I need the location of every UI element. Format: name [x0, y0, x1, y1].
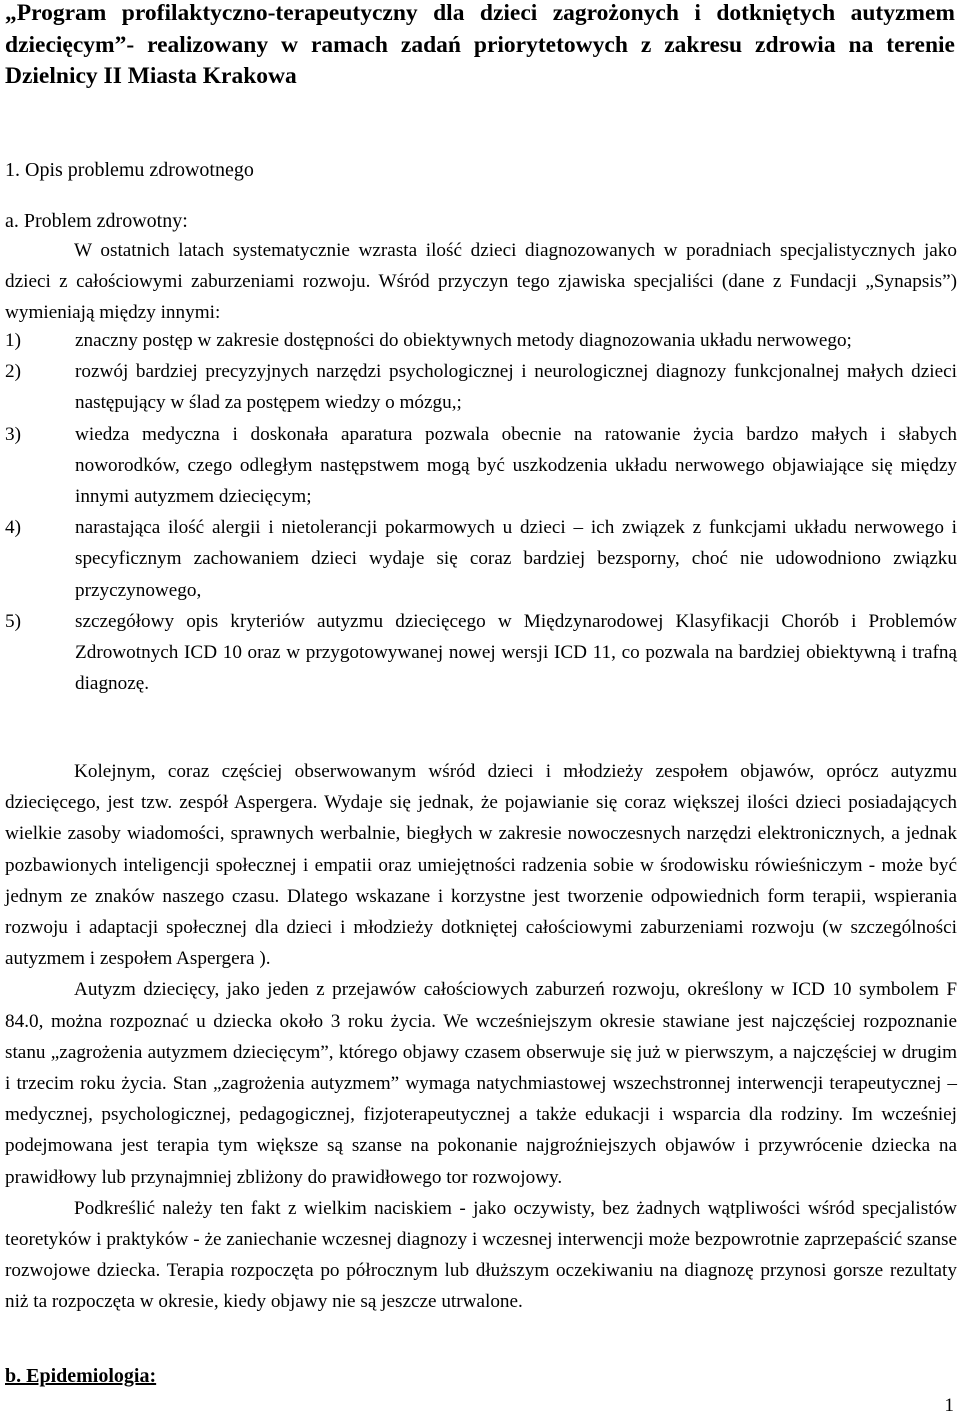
list-item-number: 4) — [5, 517, 21, 539]
body-paragraph: Kolejnym, coraz częściej obserwowanym wśród dzieci i młodzieży zespołem objawów, oprócz autyzmu dziecięcego, jest tzw. zespół Aspergera. Wydaje się jednak, że pojawianie się coraz większej ilości dzieci posiadających wielkie zasoby wiadomości, sprawnych werbalnie, biegłych w zakresie nowoczesnych narzędzi elektronicznych, a jednak pozbawionych inteligencji społecznej i empatii oraz umiejętności radzenia sobie w środowisku rówieśniczym - może być jednym ze znaków naszego czasu. Dlatego wskazane i korzystne jest tworzenie odpowiednich form terapii, wspierania rozwoju i adaptacji społecznej dla dzieci i młodzieży dotkniętej całościowymi zaburzeniami rozwoju (w szczególności autyzmem i zespołem Aspergera ). — [5, 761, 957, 970]
intro-paragraph: W ostatnich latach systematycznie wzrasta ilość dzieci diagnozowanych w poradniach specjalistycznych jako dzieci z całościowymi zaburzeniami rozwoju. Wśród przyczyn tego zjawiska specjaliści (dane z Fundacji „Synapsis”) wymieniają między innymi: — [5, 240, 957, 324]
document-title: „Program profilaktyczno-terapeutyczny dla dzieci zagrożonych i dotkniętych autyzmem dziecięcym”- realizowany w ramach zadań priorytetowych z zakresu zdrowia na terenie Dzielnicy II Miasta Krakowa — [5, 0, 955, 89]
body-paragraph: Autyzm dziecięcy, jako jeden z przejawów całościowych zaburzeń rozwoju, określony w ICD 10 symbolem F 84.0, można rozpoznać u dziecka około 3 roku życia. We wcześniejszym okresie stawiane jest najczęściej rozpoznanie stanu „zagrożenia autyzmem dziecięcym”, którego objawy czasem obserwuje się już w pierwszym, a najczęściej w drugim i trzecim roku życia. Stan „zagrożenia autyzmem” wymaga natychmiastowej wszechstronnej interwencji terapeutycznej – medycznej, psychologicznej, pedagogicznej, fizjoterapeutycznej a także edukacji i wsparcia dla rodziny. Im wcześniej podejmowana jest terapia tym większe są szanse na pokonanie najgroźniejszych objawów i przywrócenie dziecka na prawidłowy lub przynajmniej zbliżony do prawidłowego tor rozwojowy. — [5, 979, 957, 1188]
list-item-text: rozwój bardziej precyzyjnych narzędzi psychologicznej i neurologicznej diagnozy funkcjonalnej małych dzieci następujący w ślad za postępem wiedzy o mózgu,; — [75, 361, 957, 414]
body-paragraph: Podkreślić należy ten fakt z wielkim naciskiem - jako oczywisty, bez żadnych wątpliwości wśród specjalistów teoretyków i praktyków - że zaniechanie wczesnej diagnozy i wczesnej interwencji może bezpowrotnie zaprzepaścić szanse rozwojowe dziecka. Terapia rozpoczęta po półrocznym lub dłuższym oczekiwaniu na diagnozę przynosi gorsze rezultaty niż ta rozpoczęta w okresie, kiedy objawy nie są jeszcze utrwalone. — [5, 1197, 957, 1313]
list-item-number: 2) — [5, 361, 21, 383]
list-item — [5, 419, 957, 513]
list-item — [5, 356, 957, 418]
epidemiology-heading: b. Epidemiologia: — [5, 1365, 157, 1387]
section-heading: 1. Opis problemu zdrowotnego — [5, 159, 254, 181]
list-item-text: wiedza medyczna i doskonała aparatura pozwala obecnie na ratowanie życia bardzo małych i słabych noworodków, czego odległym następstwem mogą być uszkodzenia układu nerwowego objawiające się między innymi autyzmem dziecięcym; — [75, 423, 957, 508]
list-item — [5, 325, 957, 356]
list-item-number: 3) — [5, 423, 21, 445]
list-item — [5, 512, 957, 606]
list-item — [5, 606, 957, 700]
list-item-text: znaczny postęp w zakresie dostępności do obiektywnych metody diagnozowania układu nerwowego; — [75, 330, 852, 351]
body-text — [5, 756, 957, 1318]
list-item-text: szczegółowy opis kryteriów autyzmu dziecięcego w Międzynarodowej Klasyfikacji Chorób i Problemów Zdrowotnych ICD 10 oraz w przygotowywanej nowej wersji ICD 11, co pozwala na bardziej obiektywną i trafną diagnozę. — [75, 610, 957, 695]
page-number: 1 — [944, 1395, 954, 1416]
list-item-number: 1) — [5, 330, 21, 351]
list-item-number: 5) — [5, 610, 21, 632]
causes-list — [5, 325, 957, 699]
sub-heading: a. Problem zdrowotny: — [5, 210, 188, 232]
list-item-text: narastająca ilość alergii i nietolerancji pokarmowych u dzieci – ich związek z funkcjami układu nerwowego i specyficznym zachowaniem dzieci wydaje się coraz bardziej bezsporny, choć nie udowodniono związku przyczynowego, — [75, 517, 957, 601]
